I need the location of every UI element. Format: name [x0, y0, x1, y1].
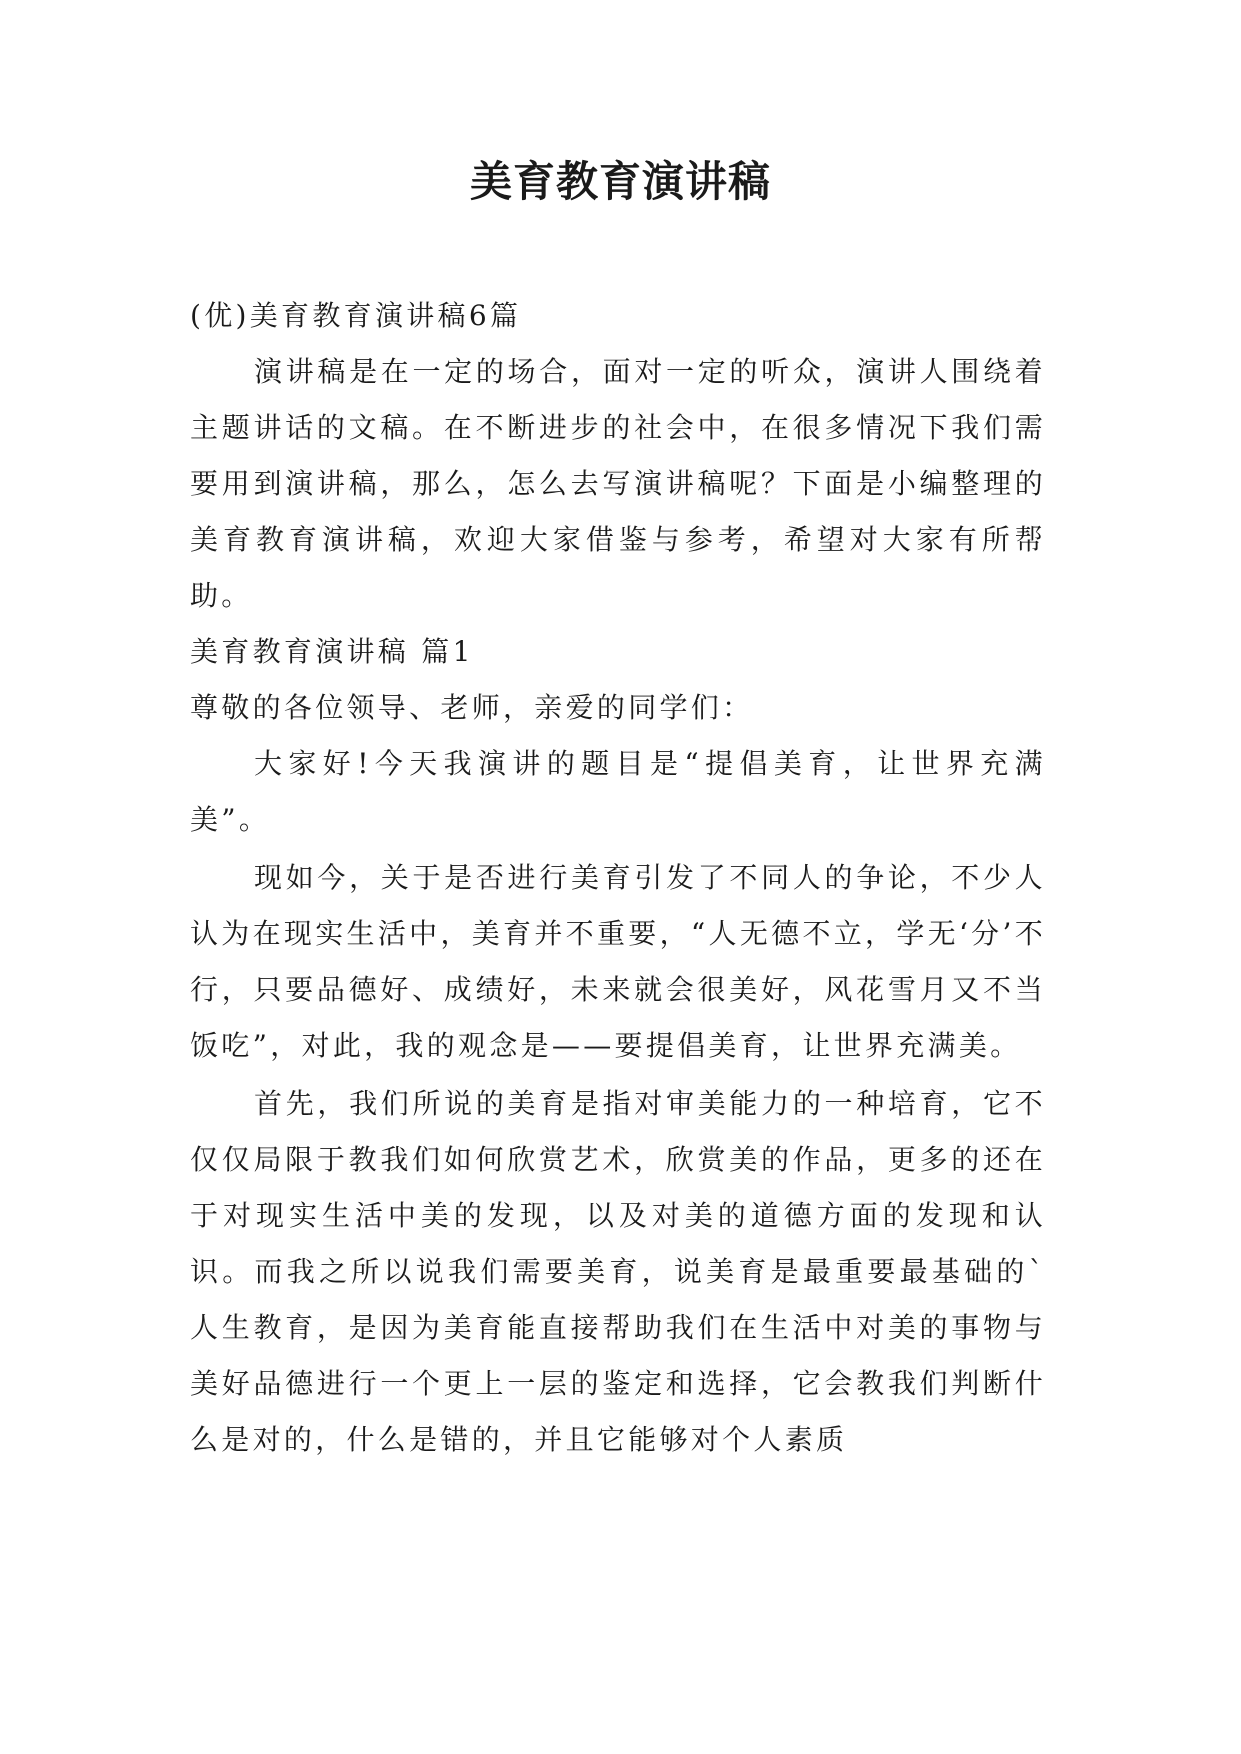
- document-title: 美育教育演讲稿: [469, 157, 771, 206]
- salutation: 尊敬的各位领导、老师，亲爱的同学们：: [190, 691, 754, 724]
- body-paragraph: 现如今，关于是否进行美育引发了不同人的争论，不少人认为在现实生活中，美育并不重要，“人无德不立，学无‘分’不行，只要品德好、成绩好，未来就会很美好，风花雪月又不当饭吃”，对此，我的观念是——要提倡美育，让世界充满美。: [190, 861, 1046, 1062]
- document-subtitle: (优)美育教育演讲稿6篇: [190, 299, 522, 332]
- intro-paragraph: 演讲稿是在一定的场合，面对一定的听众，演讲人围绕着主题讲话的文稿。在不断进步的社会中，在很多情况下我们需要用到演讲稿，那么，怎么去写演讲稿呢？下面是小编整理的美育教育演讲稿，欢迎大家借鉴与参考，希望对大家有所帮助。: [190, 355, 1046, 612]
- section-heading: 美育教育演讲稿 篇1: [190, 635, 474, 668]
- body-paragraph: 首先，我们所说的美育是指对审美能力的一种培育，它不仅仅局限于教我们如何欣赏艺术，欣赏美的作品，更多的还在于对现实生活中美的发现，以及对美的道德方面的发现和认识。而我之所以说我们需要美育，说美育是最重要最基础的`人生教育，是因为美育能直接帮助我们在生活中对美的事物与美好品德进行一个更上一层的鉴定和选择，它会教我们判断什么是对的，什么是错的，并且它能够对个人素质: [190, 1087, 1046, 1456]
- body-paragraph: 大家好!今天我演讲的题目是“提倡美育，让世界充满美”。: [190, 747, 1046, 836]
- document-body: [190, 288, 1046, 1468]
